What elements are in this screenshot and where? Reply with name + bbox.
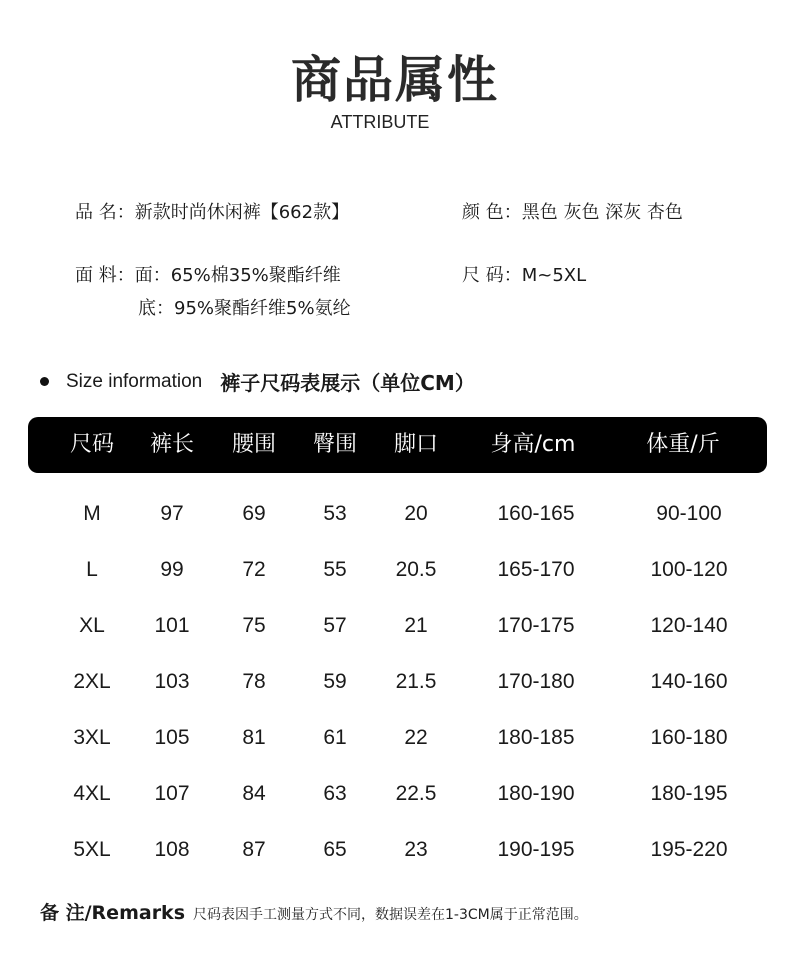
table-cell: 55 [323, 558, 347, 581]
attr-fabric-line1: 面：65%棉35%聚酯纤维 [134, 265, 341, 286]
table-cell: 195-220 [650, 838, 728, 861]
attr-fabric-label: 面 料： [75, 265, 135, 286]
table-cell: L [86, 558, 98, 581]
table-row [0, 606, 790, 646]
table-cell: 160-165 [497, 502, 575, 525]
attr-color-label: 颜 色： [462, 202, 522, 223]
table-cell: 120-140 [650, 614, 728, 637]
table-cell: 20.5 [395, 558, 437, 581]
table-cell: 108 [154, 838, 190, 861]
attr-name-label: 品 名： [75, 202, 135, 223]
table-cell: 75 [242, 614, 266, 637]
table-cell: 103 [154, 670, 190, 693]
table-cell: 22 [404, 726, 428, 749]
table-cell: 20 [404, 502, 428, 525]
page-subtitle: ATTRIBUTE [330, 112, 430, 132]
table-row [0, 662, 790, 702]
header-cell: 臀围 [312, 432, 358, 457]
table-cell: 61 [323, 726, 347, 749]
header-cell: 腰围 [231, 432, 277, 457]
attr-color-value: 黑色 灰色 深灰 杏色 [521, 202, 683, 223]
table-cell: 2XL [73, 670, 111, 693]
table-cell: 69 [242, 502, 266, 525]
table-cell: 53 [323, 502, 347, 525]
attr-size-label: 尺 码： [462, 265, 522, 286]
table-cell: 21.5 [395, 670, 437, 693]
table-cell: 99 [160, 558, 184, 581]
table-cell: M [83, 502, 101, 525]
table-cell: 170-175 [497, 614, 575, 637]
header-cell: 身高/cm [490, 432, 576, 457]
table-cell: 97 [160, 502, 184, 525]
table-cell: 90-100 [656, 502, 722, 525]
table-cell: 21 [404, 614, 428, 637]
table-cell: 180-195 [650, 782, 728, 805]
table-row [0, 774, 790, 814]
table-cell: XL [79, 614, 105, 637]
size-heading-cn: 裤子尺码表展示（单位CM） [220, 371, 475, 395]
table-cell: 180-185 [497, 726, 575, 749]
header-cell: 尺码 [69, 432, 115, 457]
table-cell: 180-190 [497, 782, 575, 805]
size-heading-en: Size information [66, 370, 203, 392]
size-table-header [28, 417, 767, 473]
table-cell: 63 [323, 782, 347, 805]
page-title: 商品属性 [291, 51, 499, 109]
attr-color [462, 198, 683, 224]
attr-size [462, 261, 586, 287]
table-cell: 5XL [73, 838, 111, 861]
attr-size-value: M~5XL [521, 265, 587, 286]
table-cell: 107 [154, 782, 190, 805]
table-cell: 78 [242, 670, 266, 693]
table-row [0, 550, 790, 590]
table-cell: 59 [323, 670, 347, 693]
table-row [0, 830, 790, 870]
remarks-label: 备 注/Remarks [40, 902, 186, 924]
remarks [40, 898, 588, 925]
table-cell: 57 [323, 614, 347, 637]
table-cell: 81 [242, 726, 266, 749]
table-cell: 165-170 [497, 558, 575, 581]
size-section-heading [40, 367, 475, 396]
table-cell: 101 [154, 614, 190, 637]
table-row [0, 718, 790, 758]
header-cell: 体重/斤 [646, 432, 720, 457]
attr-fabric [75, 261, 341, 287]
table-cell: 160-180 [650, 726, 728, 749]
table-cell: 84 [242, 782, 266, 805]
attr-name [75, 198, 349, 224]
table-cell: 100-120 [650, 558, 728, 581]
table-cell: 72 [242, 558, 266, 581]
table-cell: 87 [242, 838, 266, 861]
attr-fabric-line2: 底：95%聚酯纤维5%氨纶 [138, 298, 351, 319]
table-cell: 65 [323, 838, 347, 861]
table-row [0, 494, 790, 534]
table-cell: 140-160 [650, 670, 728, 693]
table-cell: 190-195 [497, 838, 575, 861]
table-cell: 22.5 [395, 782, 437, 805]
table-cell: 23 [404, 838, 428, 861]
attr-name-value: 新款时尚休闲裤【662款】 [134, 202, 350, 223]
header-cell: 裤长 [149, 432, 195, 457]
table-cell: 170-180 [497, 670, 575, 693]
table-cell: 4XL [73, 782, 111, 805]
table-cell: 3XL [73, 726, 111, 749]
bullet-icon [40, 377, 49, 386]
table-cell: 105 [154, 726, 190, 749]
remarks-text: 尺码表因手工测量方式不同，数据误差在1-3CM属于正常范围。 [193, 907, 588, 923]
header-cell: 脚口 [393, 432, 439, 457]
